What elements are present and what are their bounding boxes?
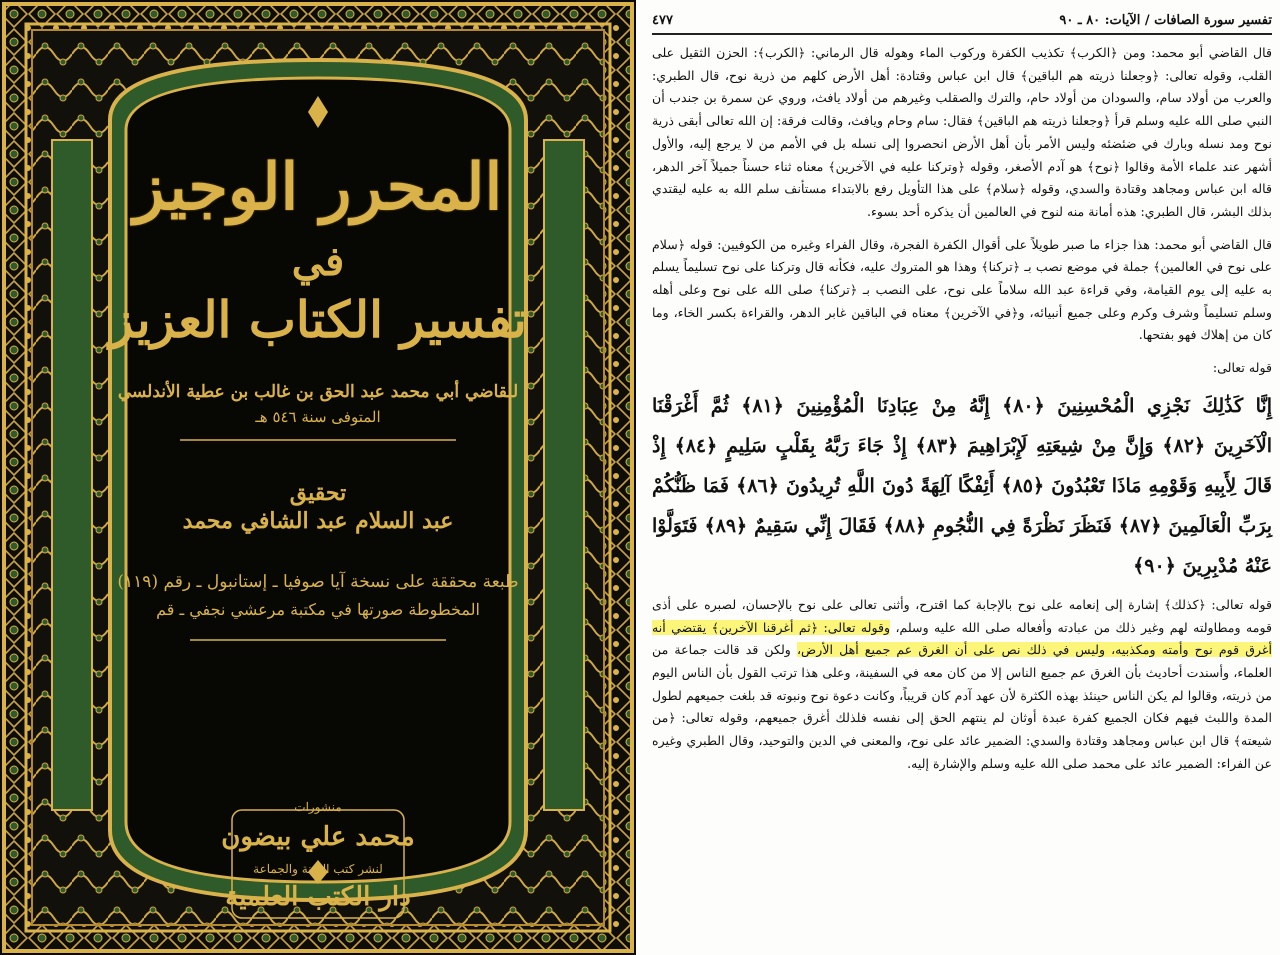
cover-publisher: محمد علي بيضون xyxy=(221,822,415,852)
book-cover-image xyxy=(0,0,636,955)
cover-title-line2: تفسير الكتاب العزيز xyxy=(109,290,527,349)
cover-author: للقاضي أبي محمد عبد الحق بن غالب بن عطية الأندلسي xyxy=(117,382,519,402)
paragraph: قال القاضي أبو محمد: هذا جزاء ما صبر طويلاً على أقوال الكفرة الفجرة، وقال الفراء وغيره من الكوفيين: قوله ﴿سلام على نوح في العالمين﴾ جملة في موضع نصب بـ ﴿تركنا﴾ وهذا هو المتروك عليه، فكأنه قال وتركنا على نوح تسليماً يسلم به عليه إلى يوم القيامة، وفي قراءة عبد الله سلاماً على نوح، على النصب بـ ﴿تركنا﴾ صلى الله على نوح وعلى أهله وسلم تسليماً وشرف وكرم وعلى جميع أنبيائه، و﴿في الآخرين﴾ معناه في الباقين غابر الدهر، والقراءة بكسر الخاء، وما كان من إهلاك فهو بفتحها. xyxy=(652,236,1272,343)
highlighted-passage[interactable]: وقوله تعالى: ﴿ثم أغرقنا الآخرين﴾ يقتضي أنه أغرق قوم نوح وأمته ومكذبيه، وليس في ذلك نص على أن الغرق عم جميع أهل الأرض، xyxy=(652,619,1273,658)
cover-editor: عبد السلام عبد الشافي محمد xyxy=(182,508,454,534)
cover-title-fi: في xyxy=(291,238,345,285)
verse-intro: قوله تعالى: xyxy=(1212,360,1272,376)
paragraph: قال القاضي أبو محمد: ومن ﴿الكرب﴾ تكذيب الكفرة وركوب الماء وهوله قال الرماني: ﴿الكرب﴾: الحزن الثقيل على القلب، وقوله تعالى: ﴿وجعلنا ذريته هم الباقين﴾ قال ابن عباس وقتادة: أهل الأرض كلهم من ذرية نوح، قال الطبري: والعرب من أولاد سام، والسودان من أولاد حام، والترك والصقلب وغيرهم من أولاد يافث، وروي عن سمرة بن جندب أن النبي صلى الله عليه وسلم قرأ ﴿وجعلنا ذريته هم الباقين﴾ فقال: سام وحام ويافث، وقالت فرقة: إن الله تعالى أبقى ذرية نوح ومد نسله وبارك في ضئضئه وليس الأمر بأن أهل الأرض انحصروا إلى نسله بل في الأمم من لا يرجع إليه، والأول أشهر عند علماء الأمة وقالوا ﴿نوح﴾ هو آدم الأصغر، وقوله ﴿وتركنا عليه في الآخرين﴾ معناه ثناء حسناً جميلاً آخر الدهر، قاله ابن عباس ومجاهد وقتادة والسدي، وقوله ﴿سلام﴾ على هذا التأويل رفع بالابتداء مستأنف سلم الله به عليه ليقتدي بذلك البشر، قال الطبري: هذه أمانة منه لنوح في العالمين أن يذكره أحد بسوء. xyxy=(652,45,1272,219)
page-number: ٤٧٧ xyxy=(652,12,673,28)
cover-publisher-house: دار الكتب العلمية xyxy=(225,882,411,912)
scanned-text-page xyxy=(640,0,1280,955)
cover-title-line1: المحرر الوجيز xyxy=(133,150,503,225)
page-header xyxy=(652,10,1272,35)
cover-publisher-sub: لنشر كتب السنة والجماعة xyxy=(253,862,383,876)
cover-edition-note-2: المخطوطة صورتها في مكتبة مرعشي نجفي ـ قم xyxy=(156,600,480,619)
commentary-text: قوله تعالى: ﴿كذلك﴾ إشارة إلى إنعامه على نوح بالإجابة كما اقترح، وأثنى تعالى على نوح بالإحسان، لصبره على أذى قومه ومطاولته لهم وغير ذلك من عبادته وأفعاله صلى الله عليه وسلم، xyxy=(652,596,1272,635)
cover-tahqiq-label: تحقيق xyxy=(289,480,347,506)
quran-verses: إِنَّا كَذَٰلِكَ نَجْزِي الْمُحْسِنِينَ ﴿٨٠﴾ إِنَّهُ مِنْ عِبَادِنَا الْمُؤْمِنِينَ ﴿٨١﴾ ثُمَّ أَغْرَقْنَا الْآخَرِينَ ﴿٨٢﴾ وَإِنَّ مِنْ شِيعَتِهِ لَإِبْرَاهِيمَ ﴿٨٣﴾ إِذْ جَاءَ رَبَّهُ بِقَلْبٍ سَلِيمٍ ﴿٨٤﴾ إِذْ قَالَ لِأَبِيهِ وَقَوْمِهِ مَاذَا تَعْبُدُونَ ﴿٨٥﴾ أَئِفْكًا آلِهَةً دُونَ اللَّهِ تُرِيدُونَ ﴿٨٦﴾ فَمَا ظَنُّكُمْ بِرَبِّ الْعَالَمِينَ ﴿٨٧﴾ فَنَظَرَ نَظْرَةً فِي النُّجُومِ ﴿٨٨﴾ فَقَالَ إِنِّي سَقِيمٌ ﴿٨٩﴾ فَتَوَلَّوْا عَنْهُ مُدْبِرِينَ ﴿٩٠﴾ xyxy=(652,394,1273,577)
cover-death-date: المتوفى سنة ٥٤٦ هـ xyxy=(255,408,381,426)
page-body xyxy=(652,42,1272,775)
running-header: تفسير سورة الصافات / الآيات: ٨٠ ـ ٩٠ xyxy=(1059,12,1272,28)
cover-publisher-intro: منشورات xyxy=(294,800,342,814)
commentary-paragraph xyxy=(652,594,1272,776)
cover-edition-note-1: طبعة محققة على نسخة آيا صوفيا ـ إستانبول ـ رقم (١١٩) xyxy=(117,572,519,592)
commentary-text: ولكن قد قالت جماعة من العلماء، وأسندت أحاديث بأن الغرق عم جميع الناس إلا من كان معه في السفينة، وعلى هذا ترتب القول بأن الناس اليوم من ذريته، وقالوا لم يكن الناس حينئذ بهذه الكثرة لأن عهد آدم كان قريباً، وكانت دعوة نوح ونبوته قد بلغت جميعهم لطول المدة واللبث فيهم فكان الجميع كفرة عبدة أوثان لم ينتهم الحق إلى نفسه فلذلك أغرق جميعهم، وقوله تعالى: ﴿من شيعته﴾ قال ابن عباس ومجاهد وقتادة والسدي: الضمير عائد على نوح، والمعنى في الدين والتوحيد، وقال الطبري وغيره عن الفراء: الضمير عائد على محمد صلى الله عليه وسلم والإشارة إليه. xyxy=(652,642,1272,771)
